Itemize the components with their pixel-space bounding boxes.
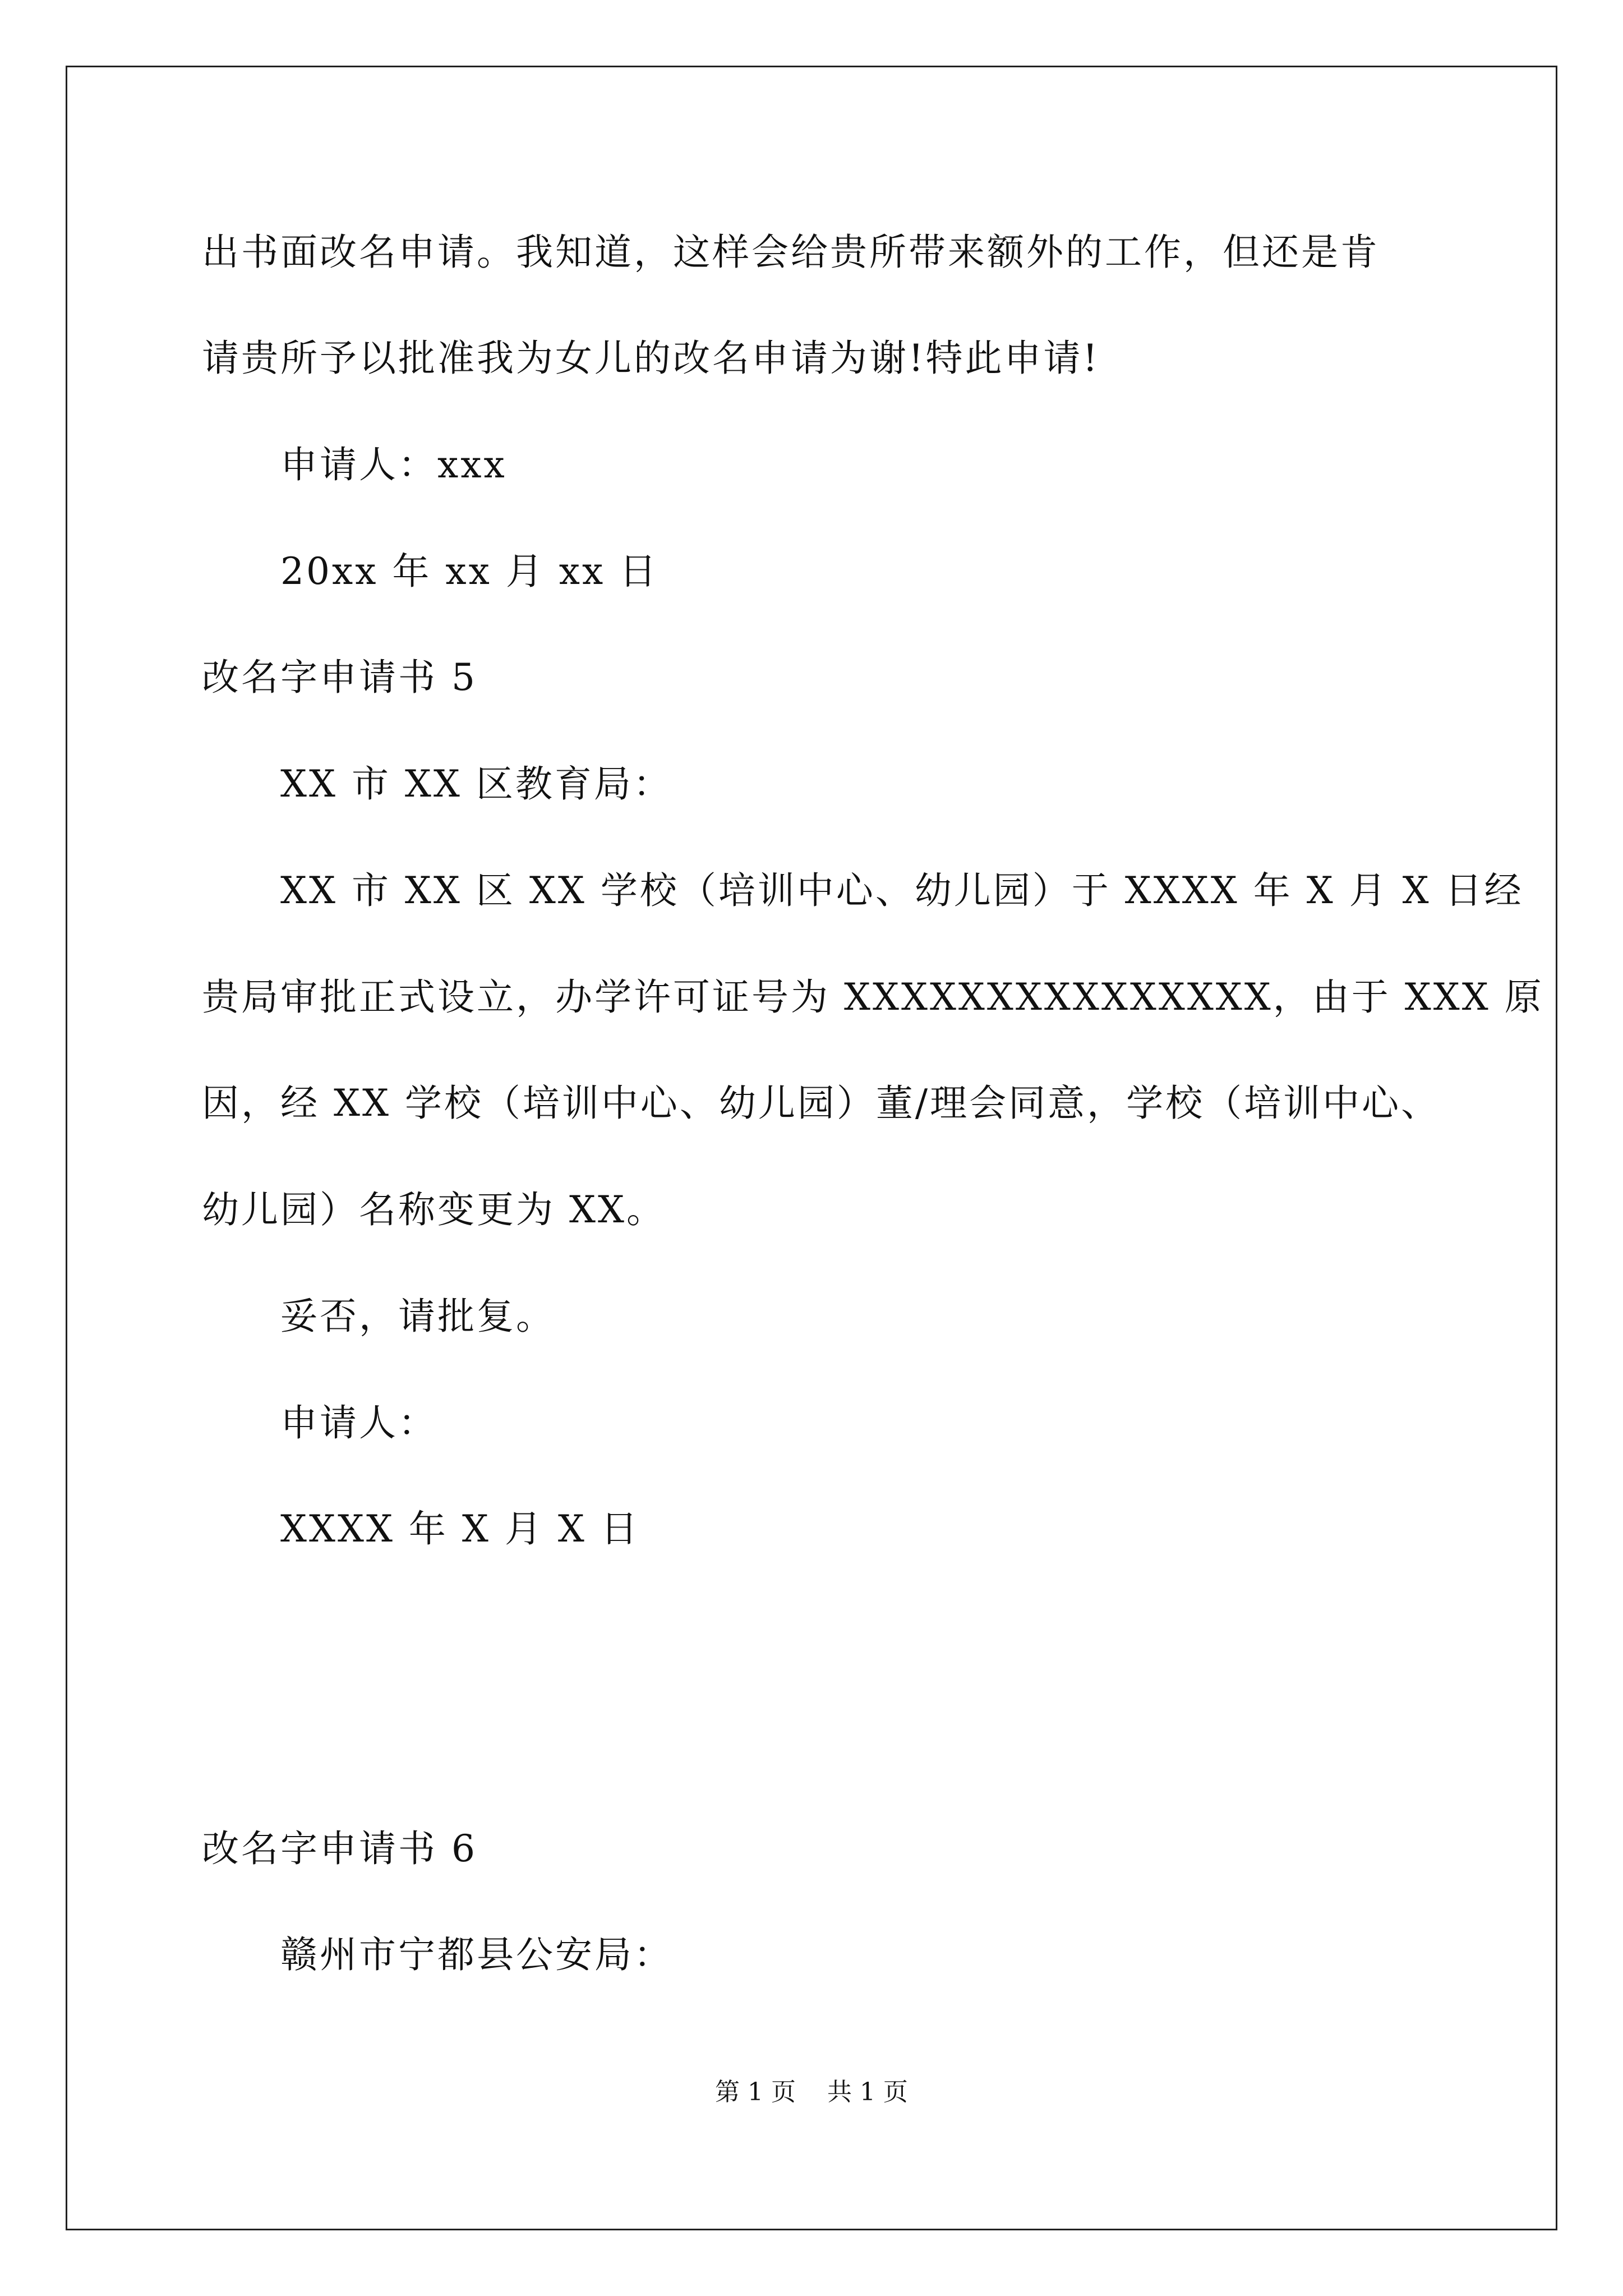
section-heading: 改名字申请书 5 xyxy=(202,656,477,699)
closing-request: 妥否，请批复。 xyxy=(280,1295,555,1338)
paragraph-line: 出书面改名申请。我知道，这样会给贵所带来额外的工作，但还是肯 xyxy=(202,231,1380,274)
application-date: 20xx 年 xx 月 xx 日 xyxy=(280,550,659,593)
paragraph-line: 因，经 XX 学校（培训中心、幼儿园）董/理会同意，学校（培训中心、 xyxy=(202,1082,1441,1125)
paragraph-line: XX 市 XX 区 XX 学校（培训中心、幼儿园）于 XXXX 年 X 月 X 日经 xyxy=(280,869,1524,912)
applicant-signature: 申请人： xyxy=(280,1401,437,1444)
addressee: XX 市 XX 区教育局： xyxy=(280,762,672,806)
page-number: 第 1 页 共 1 页 xyxy=(715,2078,908,2106)
application-date: XXXX 年 X 月 X 日 xyxy=(280,1507,640,1550)
paragraph-line: 贵局审批正式设立，办学许可证号为 XXXXXXXXXXXXXXX，由于 XXX 原 xyxy=(202,976,1544,1019)
section-heading: 改名字申请书 6 xyxy=(202,1827,477,1870)
applicant-signature: 申请人：xxx xyxy=(280,443,507,486)
paragraph-line: 请贵所予以批准我为女儿的改名申请为谢!特此申请! xyxy=(202,337,1100,380)
addressee: 赣州市宁都县公安局： xyxy=(280,1933,673,1976)
page-border xyxy=(66,66,1557,2230)
paragraph-line: 幼儿园）名称变更为 XX。 xyxy=(202,1188,666,1231)
